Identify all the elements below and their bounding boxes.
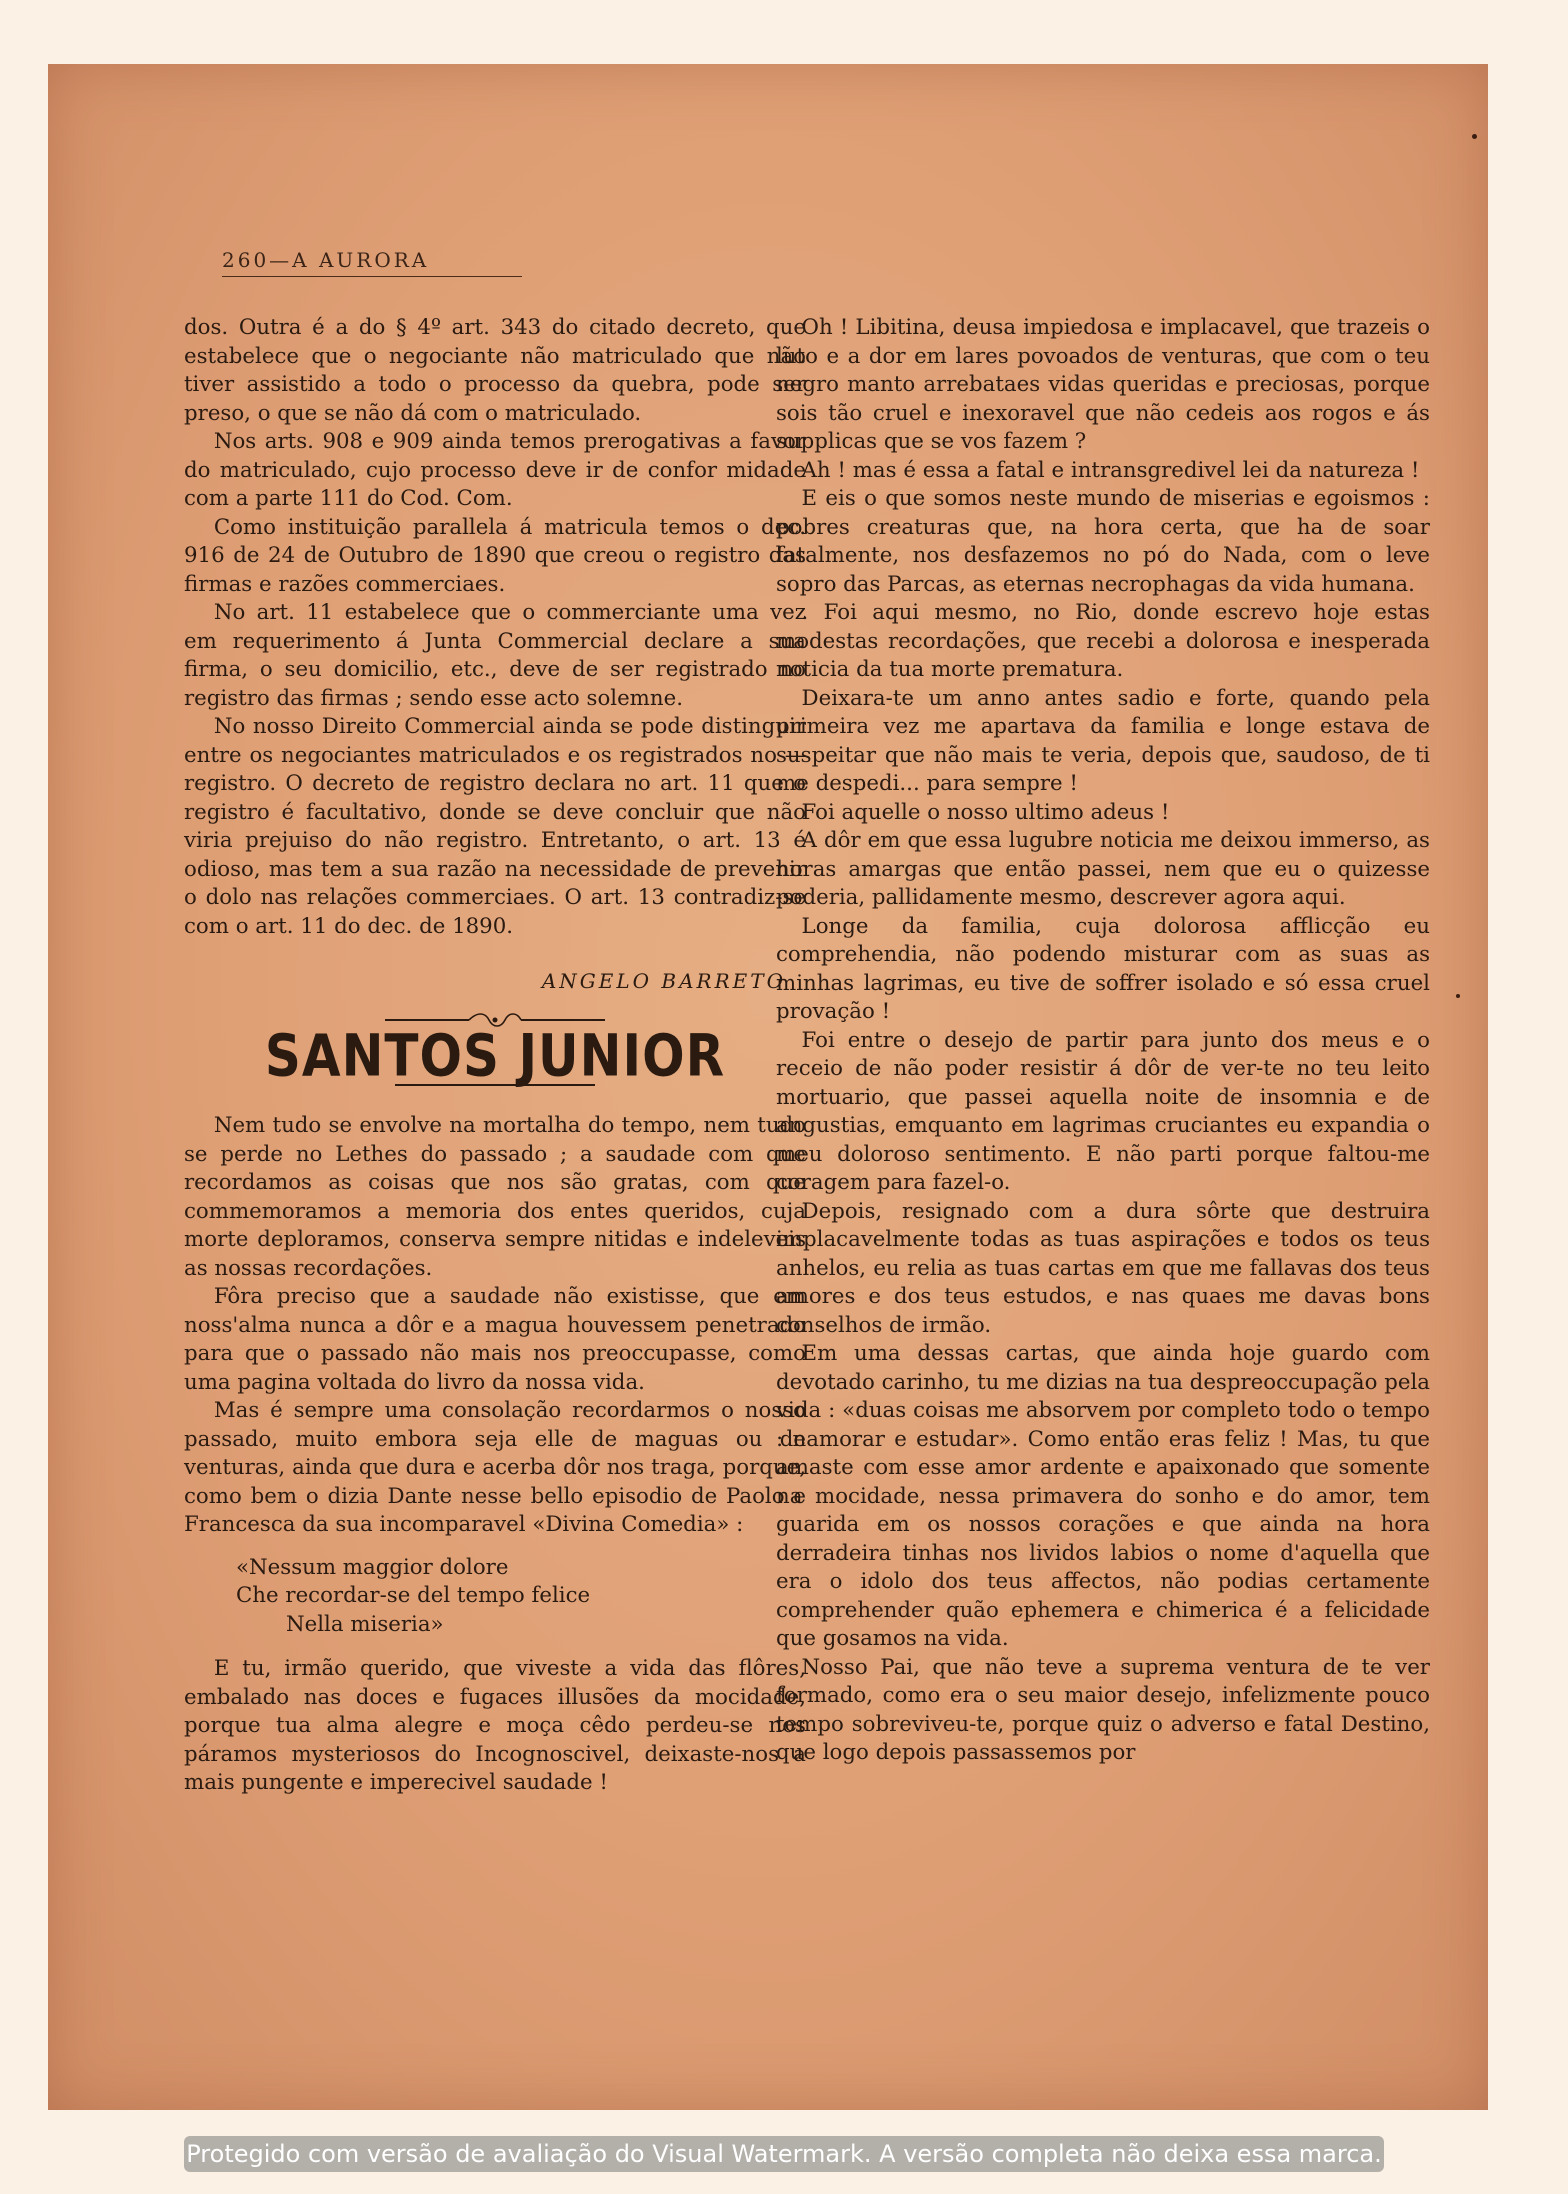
verse-line: «Nessum maggior dolore	[236, 1554, 509, 1580]
paragraph: Mas é sempre uma consolação recordarmos o nosso passado, muito embora seja elle de maguas ou de venturas, ainda que dura e acerba dôr nos traga, porque, como bem o dizia Dante nesse bello episodio de Paolo e Francesca da sua incomparavel «Divina Comedia» :	[184, 1398, 806, 1537]
author-signature: ANGELO BARRETO	[541, 969, 786, 993]
paragraph: Em uma dessas cartas, que ainda hoje guardo com devotado carinho, tu me dizias na tua despreoccupação pela vida : «duas coisas me absorvem por completo todo o tempo : namorar e estudar». Como então eras feliz ! Mas, tu que amaste com esse amor ardente e apaixonado que somente na mocidade, nessa primavera do sonho e do amor, tem guarida em os nossos corações e que ainda na hora derradeira tinhas nos lividos labios o nome d'aquella que era o idolo dos teus affectos, não podias certamente comprehender quão ephemera e chimerica é a felicidade que gosamos na vida.	[776, 1341, 1430, 1651]
paragraph: E tu, irmão querido, que viveste a vida das flôres, embalado nas doces e fugaces illusões da mocidade, porque tua alma alegre e moça cêdo perdeu-se nos páramos mysteriosos do Incognoscivel, deixaste-nos a mais pungente e imperecivel saudade !	[184, 1656, 806, 1795]
page-header: 260—A AURORA	[222, 248, 522, 277]
paragraph: . Foi aqui mesmo, no Rio, donde escrevo hoje estas modestas recordações, que recebi a dolorosa e inesperada noticia da tua morte prematura.	[776, 600, 1430, 682]
paragraph: E eis o que somos neste mundo de miserias e egoismos : pobres creaturas que, na hora certa, que ha de soar fatalmente, nos desfazemos no pó do Nada, com o leve sopro das Parcas, as eternas necrophagas da vida humana.	[776, 486, 1430, 597]
paragraph: Como instituição parallela á matricula temos o dec. 916 de 24 de Outubro de 1890 que creou o registro das firmas e razões commerciaes.	[184, 514, 806, 597]
paragraph: Longe da familia, cuja dolorosa afflicção eu comprehendia, não podendo misturar com as suas as minhas lagrimas, eu tive de soffrer isolado e só essa cruel provação !	[776, 913, 1430, 1024]
paragraph: No nosso Direito Commercial ainda se pode distinguir entre os negociantes matriculados e os registrados no — registro. O decreto de registro declara no art. 11 que o registro é facultativo, donde se deve concluir que não viria prejuiso do não registro. Entretanto, o art. 13 é odioso, mas tem a sua razão na necessidade de prevenir o dolo nas relações commerciaes. O art. 13 contradiz-se com o art. 11 do dec. de 1890.	[184, 714, 806, 939]
paragraph: Foi entre o desejo de partir para junto dos meus e o receio de não poder resistir á dôr de ver-te no teu leito mortuario, que passei aquella noite de insomnia e de angustias, emquanto em lagrimas cruciantes eu expandia o meu doloroso sentimento. E não parti porque faltou-me coragem para fazel-o.	[776, 1027, 1430, 1195]
paragraph: A dôr em que essa lugubre noticia me deixou immerso, as horas amargas que então passei, nem que eu o quizesse poderia, pallidamente mesmo, descrever agora aqui.	[776, 828, 1430, 910]
verse-line: Che recordar-se del tempo felice	[236, 1583, 591, 1608]
left-column	[184, 314, 806, 1798]
paragraph: Oh ! Libitina, deusa impiedosa e implacavel, que trazeis o luto e a dor em lares povoados de venturas, que com o teu negro manto arrebataes vidas queridas e preciosas, porque sois tão cruel e inexoravel que não cedeis aos rogos e ás supplicas que se vos fazem ?	[776, 315, 1430, 454]
paragraph: Foi aquelle o nosso ultimo adeus !	[801, 799, 1170, 825]
paragraph: Nos arts. 908 e 909 ainda temos prerogativas a favor do matriculado, cujo processo deve ir de confor midade com a parte 111 do Cod. Com.	[184, 429, 806, 511]
paper-speck	[1456, 994, 1460, 998]
paragraph: Deixara-te um anno antes sadio e forte, quando pela primeira vez me apartava da familia e longe estava de suspeitar que não mais te veria, depois que, saudoso, de ti me despedi... para sempre !	[776, 685, 1430, 796]
paragraph: Fôra preciso que a saudade não existisse, que em noss'alma nunca a dôr e a magua houvessem penetrado para que o passado não mais nos preoccupasse, como uma pagina voltada do livro da nossa vida.	[184, 1284, 806, 1395]
verse-line: Nella miseria»	[286, 1611, 444, 1637]
paragraph: Nem tudo se envolve na mortalha do tempo, nem tudo se perde no Lethes do passado ; a saudade com que recordamos as coisas que nos são gratas, com que commemoramos a memoria dos entes queridos, cuja morte deploramos, conserva sempre nitidas e indeleveis as nossas recordações.	[184, 1113, 806, 1281]
paper-speck	[1472, 134, 1477, 139]
article-title: SANTOS JUNIOR	[264, 1022, 726, 1089]
paragraph: dos. Outra é a do § 4º art. 343 do citado decreto, que estabelece que o negociante não matriculado que não tiver assistido a todo o processo da quebra, pode ser preso, o que se não dá com o matriculado.	[184, 315, 806, 426]
verse-quote	[236, 1554, 806, 1640]
watermark-banner: Protegido com versão de avaliação do Visual Watermark. A versão completa não deixa essa marca.	[184, 2136, 1384, 2172]
paragraph: No art. 11 estabelece que o commerciante uma vez em requerimento á Junta Commercial declare a sua firma, o seu domicilio, etc., deve de ser registrado no registro das firmas ; sendo esse acto solemne.	[184, 600, 806, 711]
paragraph: Depois, resignado com a dura sôrte que destruira implacavelmente todas as tuas aspirações e todos os teus anhelos, eu relia as tuas cartas em que me fallavas dos teus amores e dos teus estudos, e nas quaes me davas bons conselhos de irmão.	[776, 1198, 1430, 1338]
newspaper-page	[48, 64, 1488, 2110]
paragraph: Ah ! mas é essa a fatal e intransgredivel lei da natureza !	[801, 457, 1420, 483]
right-column	[776, 314, 1430, 1768]
paragraph: Nosso Pai, que não teve a suprema ventura de te ver formado, como era o seu maior desejo, infelizmente pouco tempo sobreviveu-te, porque quiz o adverso e fatal Destino, que logo depois passassemos por	[776, 1654, 1430, 1765]
